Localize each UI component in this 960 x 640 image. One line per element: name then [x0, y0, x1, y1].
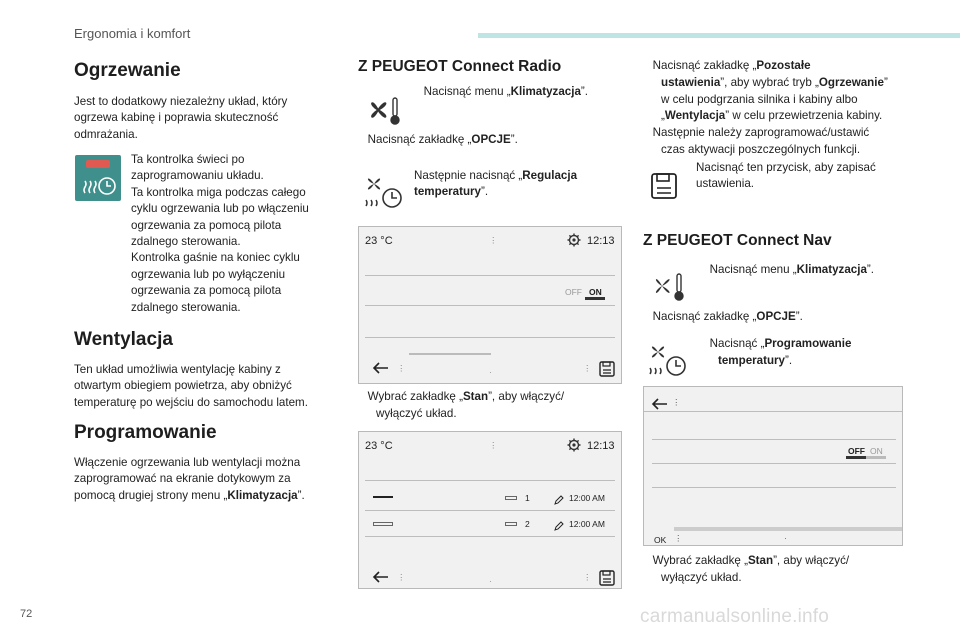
programming-text: Włączenie ogrzewania lub wentylacji można zaprogramować na ekranie dotykowym za pomocą drugiej strony menu „Klimatyzacja”. [74, 456, 305, 502]
fan-thermometer-icon [650, 270, 686, 309]
heating-lamp-icon [75, 155, 121, 201]
heating-title: Ogrzewanie [74, 60, 181, 81]
nav-screen-status: ⋮ OFF ON OK ⋮ · [643, 386, 903, 546]
radio-step4: Wybrać zakładkę „Stan”, aby włączyć/ wyłączyć układ. [367, 390, 565, 421]
nav-settings-step: Nacisnąć zakładkę „Pozostałe ustawienia”, aby wybrać tryb „Ogrzewanie” w celu podgrzania silnika i kabiny albo „Wentylacja” w celu przewietrzenia kabiny. Następnie należy zaprogramować/ustawić czas aktywacji poszczególnych funkcji. [652, 59, 888, 157]
heating-lamp-description: Ta kontrolka świeci po zaprogramowaniu układu. Ta kontrolka miga podczas całego cyklu ogrzewania lub po włączeniu ogrzewania za pomocą pilota zdalnego sterowania. Kontrolka gaśnie na koniec cyklu ogrzewania lub po wyłączeniu ogrzewania za pomocą pilota zdalnego sterowania. [131, 153, 309, 314]
save-icon [650, 172, 678, 205]
back-arrow-icon[interactable] [652, 397, 668, 415]
edit-pencil-icon[interactable] [554, 492, 564, 510]
off-toggle-label[interactable]: OFF [565, 287, 582, 297]
edit-pencil-icon[interactable] [554, 518, 564, 536]
gear-icon[interactable] [567, 233, 581, 252]
on-toggle-label[interactable]: ON [870, 446, 883, 456]
heating-intro: Jest to dodatkowy niezależny układ, który ogrzewa kabinę i poprawia skuteczność odmrażania. [74, 95, 288, 141]
save-instruction: Nacisnąć ten przycisk, aby zapisać ustawienia. [696, 161, 876, 191]
gear-icon[interactable] [567, 438, 581, 457]
ventilation-title: Wentylacja [74, 329, 173, 350]
ventilation-text: Ten układ umożliwia wentylację kabiny z otwartym obiegiem powietrza, aby obniżyć temperaturę po wejściu do samochodu latem. [74, 363, 308, 409]
screen-temperature: 23 °C [365, 440, 393, 452]
nav-step2: Nacisnąć zakładkę „OPCJE”. [652, 310, 803, 323]
header-accent-bar [478, 33, 960, 38]
nav-step1: Nacisnąć menu „Klimatyzacja”. [709, 263, 875, 276]
radio-step1: Nacisnąć menu „Klimatyzacja”. [423, 85, 589, 98]
program-slot-1-time[interactable]: 12:00 AM [569, 493, 605, 503]
screen-divider-dots: ⋮ [489, 235, 498, 245]
program-slot-2-mode[interactable] [373, 522, 393, 526]
nav-step3: Nacisnąć „Programowanie temperatury”. [709, 337, 852, 368]
connect-nav-title: Z PEUGEOT Connect Nav [643, 232, 832, 249]
fan-clock-icon [362, 172, 406, 217]
program-slot-1-mode[interactable] [373, 496, 393, 498]
toggle-indicator [585, 297, 605, 300]
program-slot-2-time[interactable]: 12:00 AM [569, 519, 605, 529]
radio-step3: Następnie nacisnąć „Regulacja temperatury”. [414, 169, 578, 199]
radio-screen-status: 23 °C ⋮ 12:13 OFF ON ⋮ · ⋮ [358, 226, 622, 384]
on-toggle-label[interactable]: ON [589, 287, 602, 297]
fan-clock-icon [646, 340, 690, 385]
program-slot-1-number: 1 [525, 493, 530, 503]
ok-button[interactable]: OK [654, 535, 667, 545]
screen-clock: 12:13 [587, 440, 615, 452]
page-number: 72 [20, 608, 33, 620]
programming-title: Programowanie [74, 422, 217, 443]
program-slot-2-number: 2 [525, 519, 530, 529]
screen-temperature: 23 °C [365, 235, 393, 247]
back-arrow-icon[interactable] [373, 361, 389, 379]
watermark: carmanualsonline.info [640, 606, 830, 627]
connect-radio-title: Z PEUGEOT Connect Radio [358, 58, 562, 75]
toggle-indicator [846, 456, 866, 459]
radio-screen-programming: 23 °C ⋮ 12:13 1 12:00 AM 2 12:00 AM ⋮ · ⋮ [358, 431, 622, 589]
nav-step4: Wybrać zakładkę „Stan”, aby włączyć/ wyłączyć układ. [652, 554, 850, 585]
fan-thermometer-icon [366, 94, 402, 133]
radio-step2: Nacisnąć zakładkę „OPCJE”. [367, 133, 518, 146]
section-header: Ergonomia i komfort [74, 26, 191, 41]
back-arrow-icon[interactable] [373, 570, 389, 588]
save-icon[interactable] [599, 361, 615, 382]
off-toggle-label[interactable]: OFF [848, 446, 865, 456]
screen-clock: 12:13 [587, 235, 615, 247]
save-icon[interactable] [599, 570, 615, 591]
